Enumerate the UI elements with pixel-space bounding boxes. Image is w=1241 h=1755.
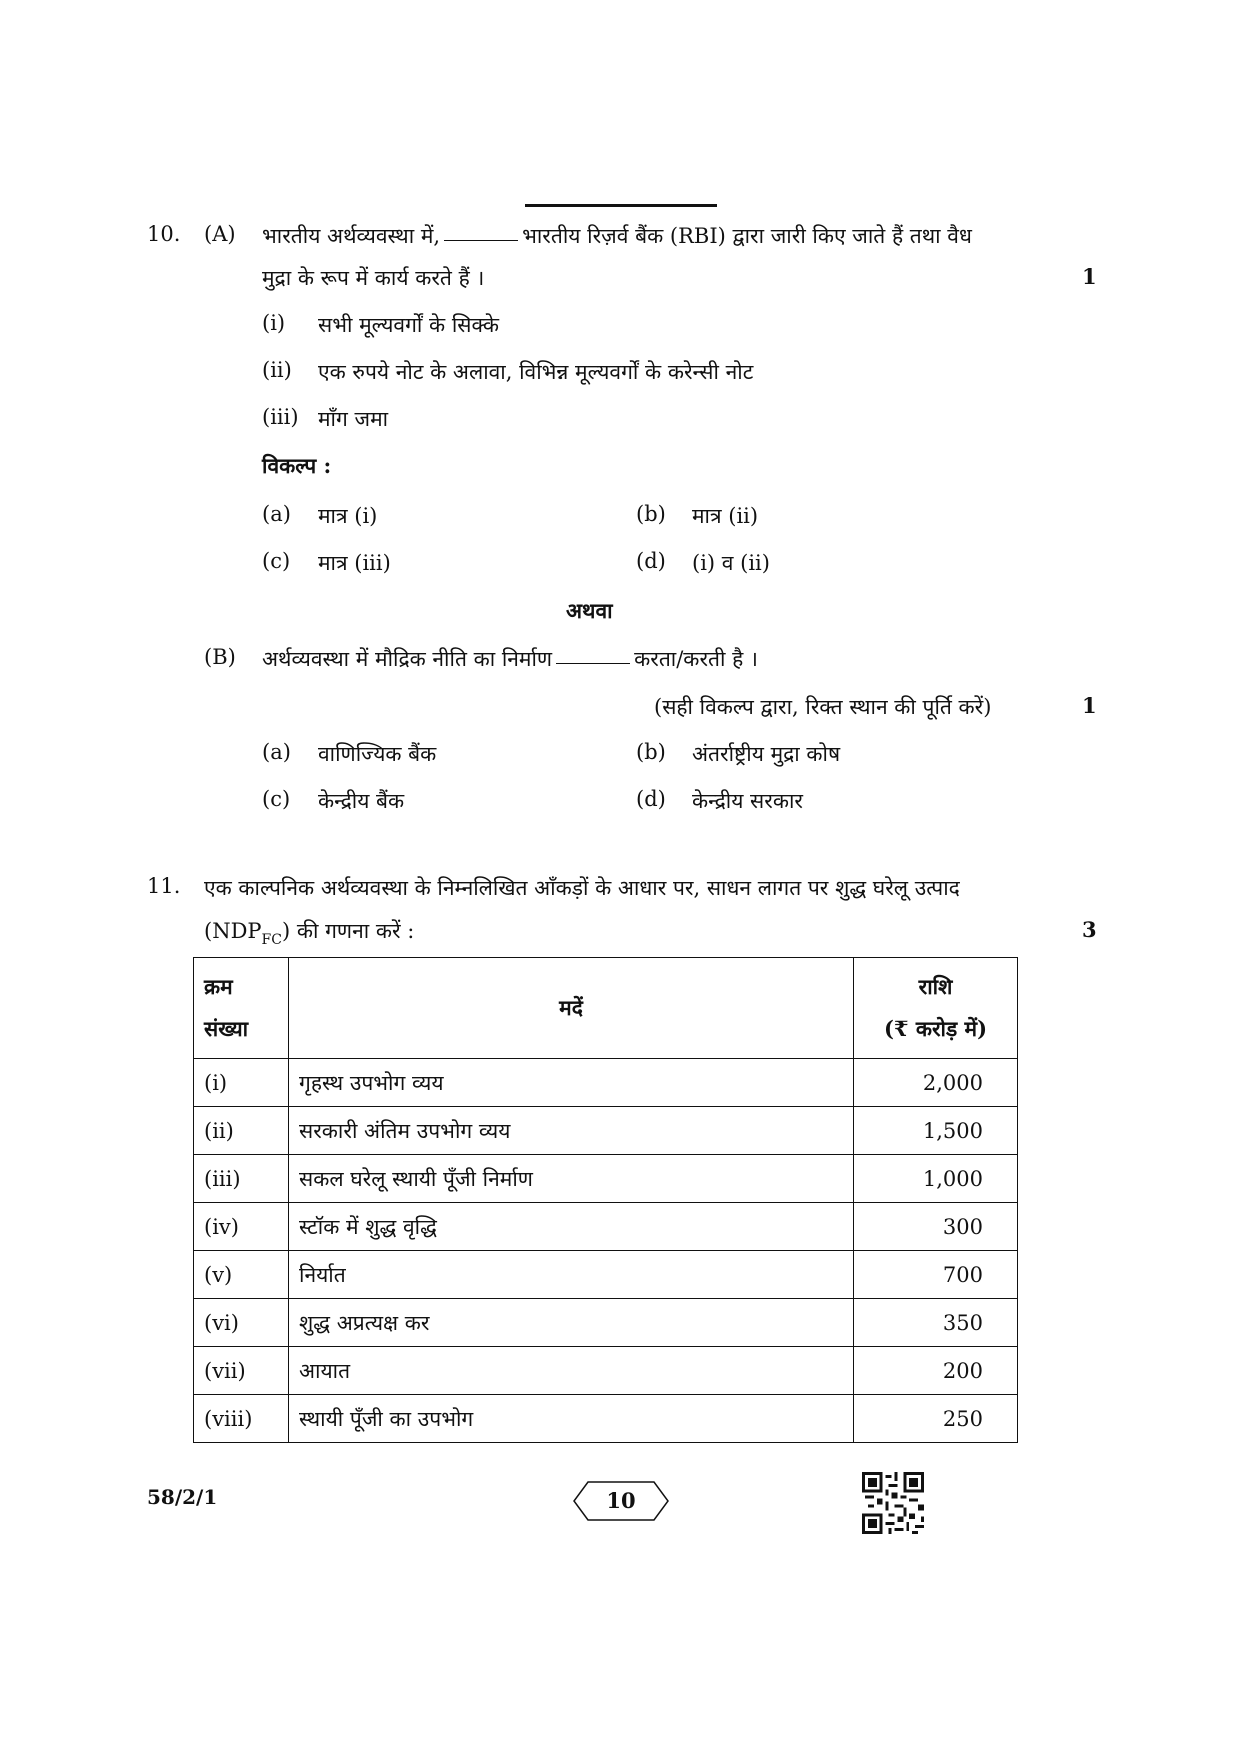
row-amount: 1,500: [854, 1107, 1018, 1155]
q10-b-text-before: अर्थव्यवस्था में मौद्रिक नीति का निर्माण: [262, 647, 553, 671]
fill-blank: [556, 662, 630, 664]
header-amount-line2: (₹ करोड़ में): [883, 1016, 988, 1041]
row-item: सरकारी अंतिम उपभोग व्यय: [289, 1107, 854, 1155]
row-serial: (iv): [194, 1203, 289, 1251]
q10-b-instruction: (सही विकल्प द्वारा, रिक्त स्थान की पूर्ति करें): [654, 695, 992, 719]
option-label: (a): [262, 740, 291, 764]
q10-a-marks: 1: [1082, 264, 1097, 289]
statement-label: (ii): [262, 358, 292, 382]
options-heading: विकल्प :: [262, 453, 332, 478]
statement-label: (iii): [262, 405, 299, 429]
row-serial: (v): [194, 1251, 289, 1299]
q10-a-line2: मुद्रा के रूप में कार्य करते हैं ।: [262, 266, 485, 290]
option-text: केन्द्रीय बैंक: [318, 789, 405, 813]
option-label: (c): [262, 549, 291, 573]
q11-line2: [204, 917, 414, 948]
row-amount: 700: [854, 1251, 1018, 1299]
q10-b-line1: [262, 645, 758, 673]
table-row: [194, 1107, 1018, 1155]
table-row: [194, 1251, 1018, 1299]
row-item: आयात: [289, 1347, 854, 1395]
option-text: मात्र (iii): [318, 551, 391, 575]
q10-a-line1: [262, 222, 972, 250]
statement-text: माँग जमा: [318, 407, 389, 431]
fill-blank: [444, 239, 518, 241]
ndp-data-table: [193, 957, 1018, 1443]
row-amount: 300: [854, 1203, 1018, 1251]
q10-a-text-after: भारतीय रिज़र्व बैंक (RBI) द्वारा जारी किए जाते हैं तथा वैध: [522, 224, 972, 248]
header-sn-line2: संख्या: [204, 1016, 249, 1041]
question-10-number: 10.: [147, 222, 181, 246]
paper-code: 58/2/1: [147, 1485, 218, 1509]
row-amount: 1,000: [854, 1155, 1018, 1203]
table-row: [194, 1155, 1018, 1203]
row-item: शुद्ध अप्रत्यक्ष कर: [289, 1299, 854, 1347]
row-item: निर्यात: [289, 1251, 854, 1299]
option-text: वाणिज्यिक बैंक: [318, 742, 437, 766]
q10-part-b-label: (B): [204, 645, 236, 669]
q10-b-marks: 1: [1082, 693, 1097, 718]
row-item: गृहस्थ उपभोग व्यय: [289, 1059, 854, 1107]
q11-line2-rest: ) की गणना करें :: [281, 919, 415, 943]
q11-line1: एक काल्पनिक अर्थव्यवस्था के निम्नलिखित आँकड़ों के आधार पर, साधन लागत पर शुद्ध घरेलू उत्पाद: [204, 876, 960, 900]
row-item: स्थायी पूँजी का उपभोग: [289, 1395, 854, 1443]
page-number-badge: [572, 1480, 670, 1527]
option-text: अंतर्राष्ट्रीय मुद्रा कोष: [692, 742, 841, 766]
row-serial: (iii): [194, 1155, 289, 1203]
q10-b-text-after: करता/करती है ।: [634, 647, 758, 671]
row-serial: (viii): [194, 1395, 289, 1443]
question-11-number: 11.: [147, 874, 181, 898]
header-items: मदें: [289, 958, 854, 1059]
qr-code-icon: [862, 1472, 924, 1534]
q10-part-a-label: (A): [204, 222, 236, 246]
option-label: (a): [262, 502, 291, 526]
header-rule: [525, 204, 717, 207]
statement-text: सभी मूल्यवर्गों के सिक्के: [318, 313, 500, 337]
option-text: मात्र (i): [318, 504, 378, 528]
page-number: 10: [606, 1488, 636, 1513]
option-text: केन्द्रीय सरकार: [692, 789, 804, 813]
table-row: [194, 1395, 1018, 1443]
ndp-text: (NDP: [204, 919, 262, 943]
header-amount: [854, 958, 1018, 1059]
row-amount: 250: [854, 1395, 1018, 1443]
option-text: मात्र (ii): [692, 504, 759, 528]
option-text: (i) व (ii): [692, 551, 770, 575]
header-amount-line1: राशि: [918, 974, 953, 999]
row-amount: 200: [854, 1347, 1018, 1395]
fc-subscript: FC: [261, 932, 282, 948]
header-serial-number: [194, 958, 289, 1059]
option-label: (d): [636, 787, 666, 811]
row-serial: (i): [194, 1059, 289, 1107]
q11-marks: 3: [1082, 917, 1097, 942]
table-row: [194, 1059, 1018, 1107]
table-row: [194, 1203, 1018, 1251]
row-serial: (vi): [194, 1299, 289, 1347]
row-serial: (vii): [194, 1347, 289, 1395]
row-item: सकल घरेलू स्थायी पूँजी निर्माण: [289, 1155, 854, 1203]
row-amount: 350: [854, 1299, 1018, 1347]
statement-text: एक रुपये नोट के अलावा, विभिन्न मूल्यवर्गों के करेन्सी नोट: [318, 360, 754, 384]
option-label: (c): [262, 787, 291, 811]
table-row: [194, 1299, 1018, 1347]
option-label: (b): [636, 502, 666, 526]
header-sn-line1: क्रम: [204, 974, 233, 999]
row-amount: 2,000: [854, 1059, 1018, 1107]
statement-label: (i): [262, 311, 286, 335]
or-separator: अथवा: [566, 598, 613, 623]
row-serial: (ii): [194, 1107, 289, 1155]
q10-a-text-before: भारतीय अर्थव्यवस्था में,: [262, 224, 441, 248]
option-label: (d): [636, 549, 666, 573]
row-item: स्टॉक में शुद्ध वृद्धि: [289, 1203, 854, 1251]
option-label: (b): [636, 740, 666, 764]
table-header-row: [194, 958, 1018, 1059]
table-row: [194, 1347, 1018, 1395]
